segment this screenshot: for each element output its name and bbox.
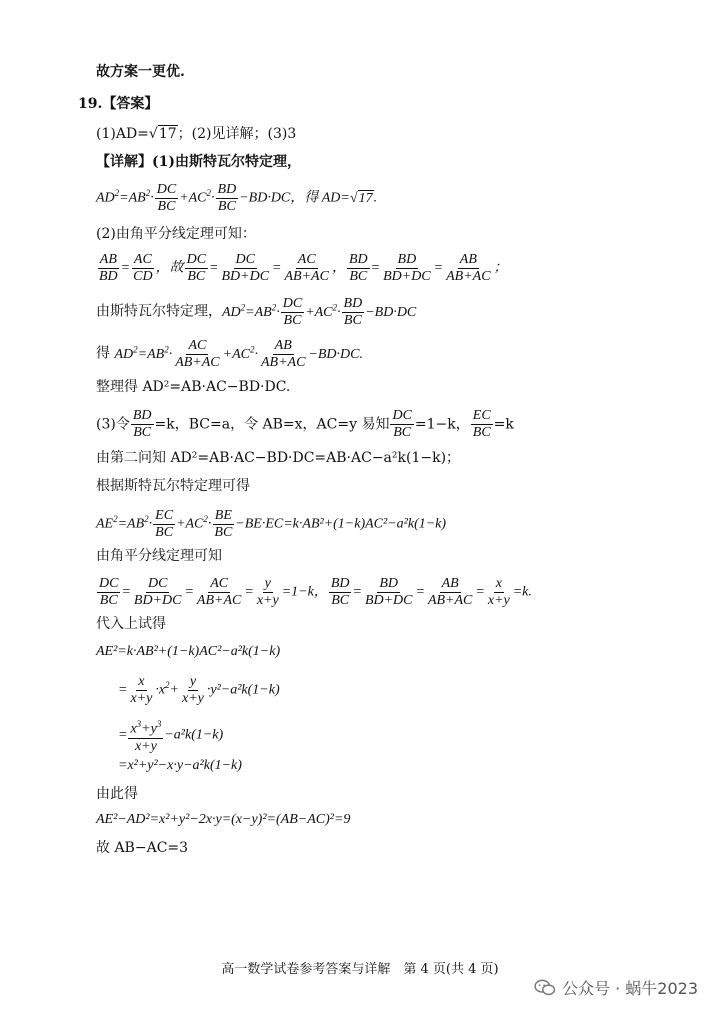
question-number: 19.【答案】 xyxy=(78,96,159,112)
text-line: 故 AB−AC=3 xyxy=(96,840,189,856)
formula-line: (3)令 $\frac{BD}{BC}$ =k，BC=a，令 AB=x，AC=y 易知 $\frac{DC}{BC}$ =1−k， $\frac{EC}{BC}$ =k xyxy=(96,408,514,440)
text-line: 代入上试得 xyxy=(96,616,166,632)
formula-line: $AE^2=AB^2\cdot$ $\frac{EC}{BC}$ $+AC^2\cdot$ $\frac{BE}{BC}$ −BE·EC=k·AB²+(1−k)AC²−a²k(1−k) xyxy=(96,508,447,540)
answer-part: ；(2)见详解；(3)3 xyxy=(177,126,297,142)
formula-line: 得 $AD^2=AB^2\cdot$ $\frac{AC}{AB+AC}$ $+AC^2\cdot$ $\frac{AB}{AB+AC}$ −BD·DC. xyxy=(96,338,363,370)
formula-line: = $\frac{x}{x+y}$ $\cdot x^2+$ $\frac{y}{x+y}$ ·y²−a²k(1−k) xyxy=(118,674,280,706)
sqrt-expr: √17 xyxy=(148,126,177,142)
formula-line: = $\frac{x^3+y^3}{x+y}$ −a²k(1−k) xyxy=(118,716,223,755)
text-line: 根据斯特瓦尔特定理可得 xyxy=(96,478,250,494)
wechat-icon xyxy=(534,979,556,997)
text-line: 由角平分线定理可知 xyxy=(96,548,222,564)
text-line: 故方案一更优. xyxy=(96,64,185,80)
formula-line: 由斯特瓦尔特定理，$AD^2=AB^2\cdot$ $\frac{DC}{BC}$ $+AC^2\cdot$ $\frac{BD}{BC}$ −BD·DC xyxy=(96,296,417,328)
formula-line: $\frac{DC}{BC}$ = $\frac{DC}{BD+DC}$ = $\frac{AC}{AB+AC}$ = $\frac{y}{x+y}$ =1−k， $\frac{BD}{BC}$ = $\frac{BD}{BD+DC}$ = $\frac{AB}{AB+AC}$ = $\frac{x}{x+y}$ =k. xyxy=(99,576,532,608)
page-footer: 高一数学试卷参考答案与详解 第 4 页(共 4 页) xyxy=(221,962,499,977)
text-line: 由此得 xyxy=(96,786,138,802)
formula-line: $AD^2=AB^2\cdot$ $\frac{DC}{BC}$ $+AC^2\cdot$ $\frac{BD}{BC}$ −BD·DC，得 AD=√17. xyxy=(96,182,378,214)
text-line: 由第二问知 AD²=AB·AC−BD·DC=AB·AC−a²k(1−k)； xyxy=(96,450,461,466)
formula-line: =x²+y²−x·y−a²k(1−k) xyxy=(118,758,242,773)
answer-part: (1)AD= xyxy=(96,126,149,142)
formula-line: AE²=k·AB²+(1−k)AC²−a²k(1−k) xyxy=(96,644,281,659)
answer-line xyxy=(96,124,296,144)
watermark xyxy=(534,976,698,999)
formula-line: $\frac{AB}{BD}$ = $\frac{AC}{CD}$ ，故 $\frac{DC}{BC}$ = $\frac{DC}{BD+DC}$ = $\frac{AC}{AB+AC}$ ， $\frac{BD}{BC}$ = $\frac{BD}{BD+DC}$ = $\frac{AB}{AB+AC}$ ； xyxy=(99,252,508,284)
watermark-text: 公众号 · 蜗牛2023 xyxy=(562,979,698,998)
detail-heading: 【详解】(1)由斯特瓦尔特定理， xyxy=(96,154,301,170)
formula-line: AE²−AD²=x²+y²−2x·y=(x−y)²=(AB−AC)²=9 xyxy=(96,812,351,827)
text-line: (2)由角平分线定理可知： xyxy=(96,226,256,242)
text-line: 整理得 AD²=AB·AC−BD·DC. xyxy=(96,379,291,395)
